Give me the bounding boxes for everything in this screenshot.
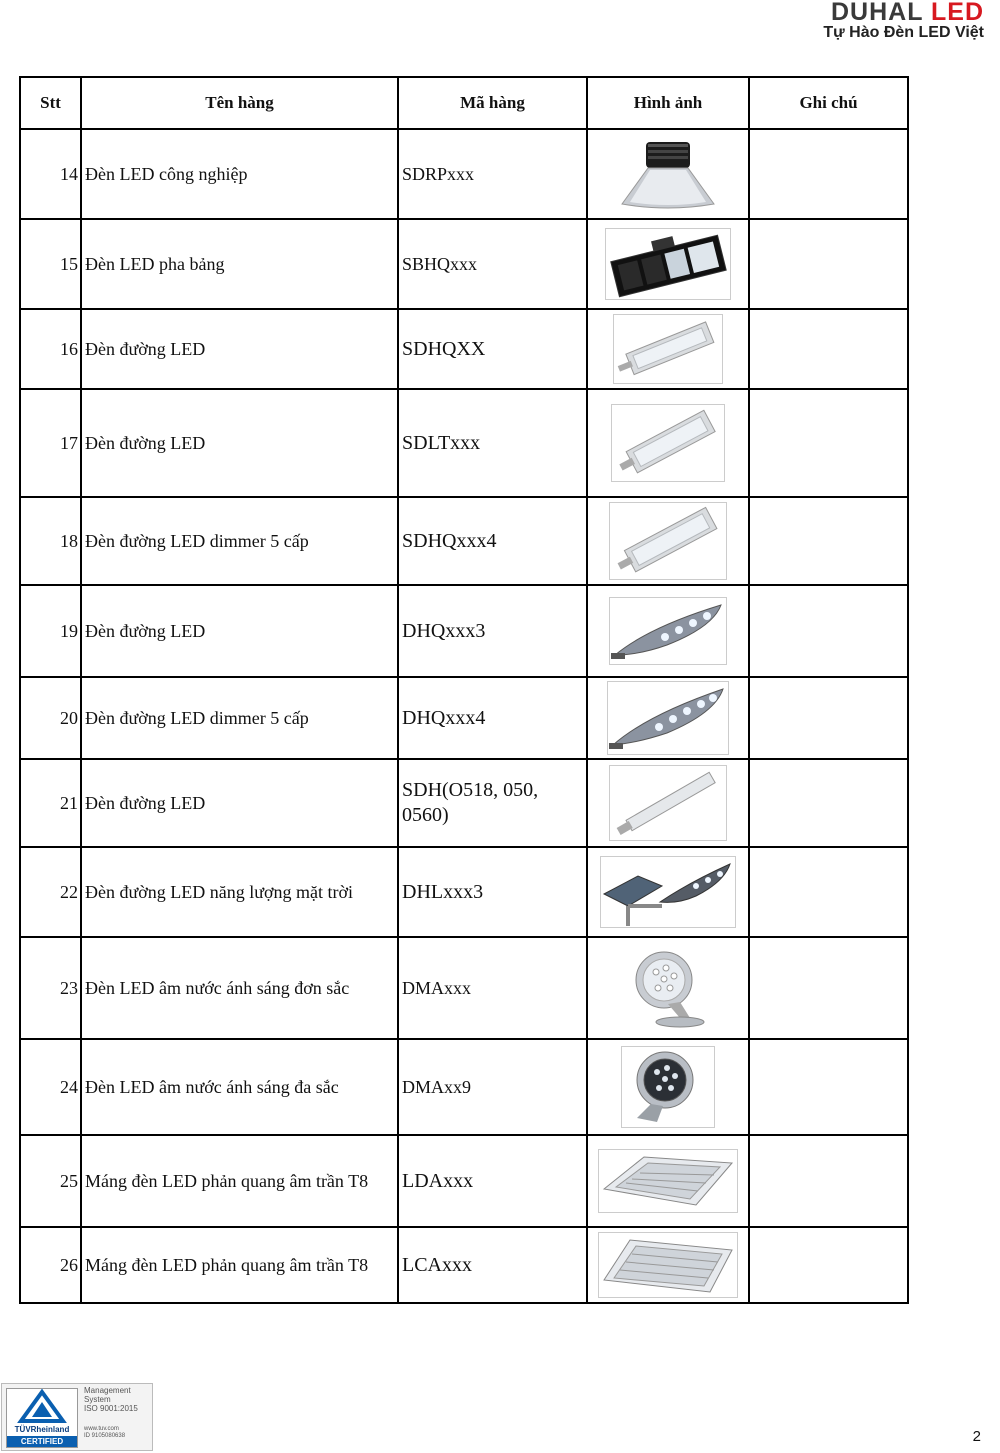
product-table — [19, 76, 909, 1304]
row-code: LCAxxx — [398, 1227, 587, 1303]
row-note — [749, 389, 908, 497]
row-stt: 25 — [20, 1135, 81, 1227]
table-row — [20, 677, 908, 759]
header-code: Mã hàng — [398, 77, 587, 129]
row-note — [749, 585, 908, 677]
row-image — [587, 937, 749, 1039]
row-image — [587, 1227, 749, 1303]
row-code: SDH(O518, 050, 0560) — [398, 759, 587, 847]
table-row — [20, 497, 908, 585]
slim-street-light-icon — [609, 765, 727, 841]
cobra-street-light-icon — [607, 681, 729, 755]
row-stt: 17 — [20, 389, 81, 497]
row-stt: 21 — [20, 759, 81, 847]
cobra-street-light-icon — [609, 597, 727, 665]
table-row — [20, 389, 908, 497]
row-image — [587, 129, 749, 219]
highbay-lamp-icon — [616, 138, 720, 210]
row-name: Đèn LED công nghiệp — [81, 129, 398, 219]
row-note — [749, 219, 908, 309]
row-stt: 26 — [20, 1227, 81, 1303]
street-light-icon — [609, 502, 727, 580]
table-row — [20, 759, 908, 847]
street-light-icon — [613, 314, 723, 384]
row-code: DHQxxx3 — [398, 585, 587, 677]
brand-name: DUHAL LED — [831, 0, 984, 26]
row-code: DMAxx9 — [398, 1039, 587, 1135]
row-code: SDRPxxx — [398, 129, 587, 219]
row-image — [587, 309, 749, 389]
table-row — [20, 847, 908, 937]
row-image — [587, 677, 749, 759]
row-note — [749, 677, 908, 759]
header-image: Hình ảnh — [587, 77, 749, 129]
table-row — [20, 1135, 908, 1227]
row-name: Đèn đường LED năng lượng mặt trời — [81, 847, 398, 937]
row-note — [749, 937, 908, 1039]
table-row — [20, 1039, 908, 1135]
row-name: Đèn LED âm nước ánh sáng đơn sắc — [81, 937, 398, 1039]
row-note — [749, 1227, 908, 1303]
page-number: 2 — [972, 1428, 981, 1445]
row-code: SBHQxxx — [398, 219, 587, 309]
row-note — [749, 129, 908, 219]
row-image — [587, 497, 749, 585]
row-stt: 20 — [20, 677, 81, 759]
row-note — [749, 1135, 908, 1227]
row-note — [749, 1039, 908, 1135]
row-name: Đèn đường LED dimmer 5 cấp — [81, 497, 398, 585]
row-note — [749, 309, 908, 389]
table-row — [20, 129, 908, 219]
row-stt: 22 — [20, 847, 81, 937]
tuv-triangle-icon — [7, 1389, 77, 1425]
iso-certification-badge — [1, 1383, 153, 1451]
underwater-light-icon — [628, 948, 708, 1028]
row-code: DHQxxx4 — [398, 677, 587, 759]
row-name: Đèn đường LED — [81, 759, 398, 847]
header-stt: Stt — [20, 77, 81, 129]
row-image — [587, 847, 749, 937]
row-stt: 18 — [20, 497, 81, 585]
brand-logo — [823, 0, 984, 42]
row-stt: 24 — [20, 1039, 81, 1135]
table-row — [20, 585, 908, 677]
row-stt: 15 — [20, 219, 81, 309]
row-note — [749, 497, 908, 585]
brand-tagline: Tự Hào Đèn LED Việt — [823, 24, 984, 41]
row-note — [749, 759, 908, 847]
row-name: Máng đèn LED phản quang âm trần T8 — [81, 1135, 398, 1227]
row-code: LDAxxx — [398, 1135, 587, 1227]
header-note: Ghi chú — [749, 77, 908, 129]
table-row — [20, 937, 908, 1039]
table-row — [20, 1227, 908, 1303]
row-name: Đèn đường LED — [81, 389, 398, 497]
row-stt: 19 — [20, 585, 81, 677]
table-row — [20, 309, 908, 389]
row-stt: 23 — [20, 937, 81, 1039]
table-row — [20, 219, 908, 309]
row-image — [587, 1039, 749, 1135]
header-name: Tên hàng — [81, 77, 398, 129]
solar-street-light-icon — [600, 856, 736, 928]
table-header-row — [20, 77, 908, 129]
row-image — [587, 219, 749, 309]
underwater-light-icon — [621, 1046, 715, 1128]
row-code: SDLTxxx — [398, 389, 587, 497]
row-image — [587, 1135, 749, 1227]
row-stt: 14 — [20, 129, 81, 219]
row-name: Đèn đường LED — [81, 309, 398, 389]
street-light-icon — [611, 404, 725, 482]
row-stt: 16 — [20, 309, 81, 389]
recessed-troffer-icon — [598, 1149, 738, 1213]
cert-id: www.tuv.com ID 9105080638 — [84, 1426, 126, 1439]
row-name: Máng đèn LED phản quang âm trần T8 — [81, 1227, 398, 1303]
row-code: SDHQXX — [398, 309, 587, 389]
tuv-logo: TÜVRheinland CERTIFIED — [6, 1388, 78, 1448]
row-name: Đèn LED âm nước ánh sáng đa sắc — [81, 1039, 398, 1135]
row-name: Đèn đường LED — [81, 585, 398, 677]
recessed-troffer-icon — [598, 1232, 738, 1298]
row-name: Đèn LED pha bảng — [81, 219, 398, 309]
row-note — [749, 847, 908, 937]
row-name: Đèn đường LED dimmer 5 cấp — [81, 677, 398, 759]
row-image — [587, 389, 749, 497]
row-code: DHLxxx3 — [398, 847, 587, 937]
floodlight-panel-icon — [605, 228, 731, 300]
row-image — [587, 759, 749, 847]
cert-details: Management System ISO 9001:2015 — [84, 1386, 138, 1413]
row-image — [587, 585, 749, 677]
row-code: DMAxxx — [398, 937, 587, 1039]
row-code: SDHQxxx4 — [398, 497, 587, 585]
